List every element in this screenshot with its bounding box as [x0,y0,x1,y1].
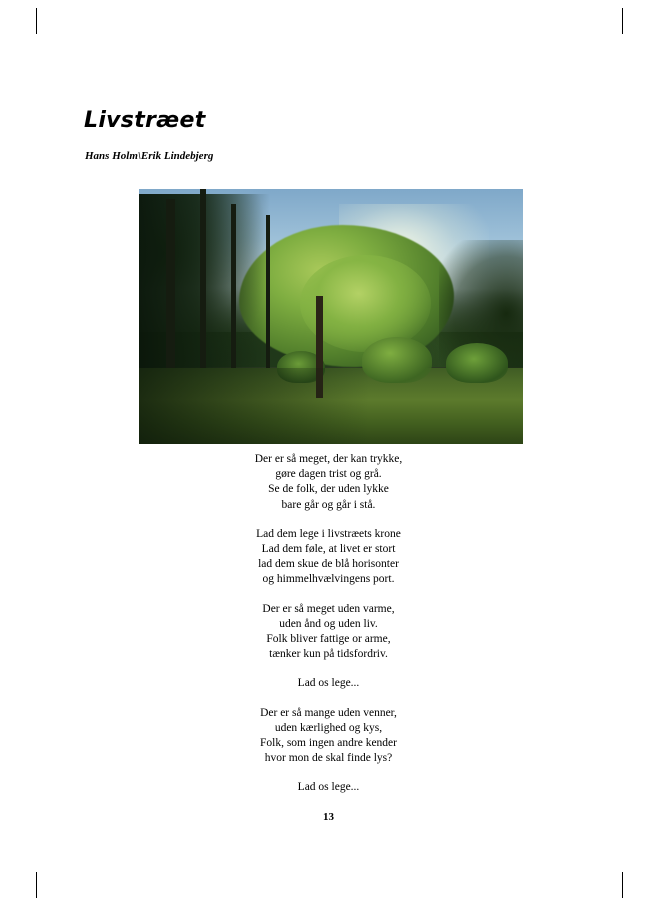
lyrics-line: Lad dem føle, at livet er stort [261,543,396,556]
lyrics-line: og himmelhvælvingens port. [262,573,395,586]
photo-trunk [231,204,236,393]
lyrics-line: Der er så mange uden venner, [260,706,397,719]
crop-mark-top-right [622,8,623,34]
lyrics-stanza [0,780,657,795]
lyrics-line: bare går og går i stå. [281,498,376,511]
lyrics-line: Lad os lege... [297,781,360,794]
photo-trunk [166,199,175,393]
lyrics-line: hvor mon de skal finde lys? [264,752,393,765]
lyrics-line: Der er så meget uden varme, [262,602,395,615]
lyrics-line: gøre dagen trist og grå. [275,468,382,481]
lyrics-stanza [0,706,657,767]
page-title: Livstræet [84,108,206,133]
lyrics-stanza [0,527,657,588]
lyrics-line: Folk bliver fattige or arme, [266,633,391,646]
photo-ground-shadow [139,368,369,445]
lyrics-line: uden ånd og uden liv. [279,617,378,630]
photo-bush [446,343,508,383]
photo-trunk [266,215,270,394]
lyrics-line: tænker kun på tidsfordriv. [269,648,388,661]
crop-mark-bottom-right [622,872,623,898]
page-number: 13 [323,811,334,823]
crop-mark-bottom-left [36,872,37,898]
lyrics-line: Se de folk, der uden lykke [268,483,389,496]
lyrics-stanza [0,676,657,691]
lyrics-line: lad dem skue de blå horisonter [258,558,399,571]
photo-trunk [200,189,206,393]
lyrics-line: Folk, som ingen andre kender [259,737,397,750]
lyrics-line: Lad dem lege i livstræets krone [256,527,401,540]
byline: Hans Holm\Erik Lindebjerg [85,150,214,162]
crop-mark-top-left [36,8,37,34]
song-lyrics [0,452,657,810]
photo-forest-tree [139,189,523,444]
lyrics-stanza [0,452,657,513]
lyrics-line: uden kærlighed og kys, [274,721,383,734]
photo-bush [362,337,432,383]
lyrics-line: Lad os lege... [297,677,360,690]
lyrics-line: Der er så meget, der kan trykke, [254,453,403,465]
lyrics-stanza [0,602,657,663]
